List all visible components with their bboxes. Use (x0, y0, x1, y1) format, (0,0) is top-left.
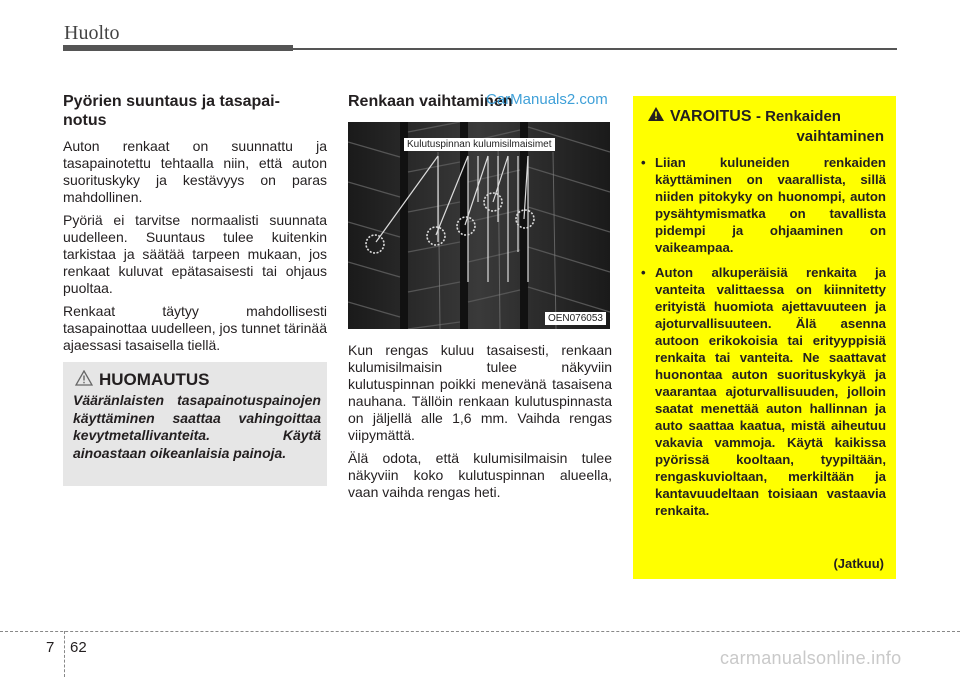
watermark-text: CarManuals2.com (486, 91, 608, 108)
notice-header (75, 370, 210, 390)
alignment-paragraph-1: Auton renkaat on suunnattu ja tasapainotettu tehtaalla niin, että auton suorituskyky ja kestävyys on paras mahdollinen. (63, 138, 327, 205)
list-item: • Liian kuluneiden renkaiden käyttäminen on vaarallista, sillä niiden pitokyky on huonompi, auton pysähtymismatka on tavallista pidempi ja ohjaaminen on vaikeampaa. (641, 155, 886, 255)
warning-list (641, 154, 886, 527)
tire-change-paragraph-2: Älä odota, että kulumisilmaisin tulee näkyviin koko kulutuspinnan alueella, vaan vaihda rengas heti. (348, 450, 612, 500)
alignment-heading: Pyörien suuntaus ja tasapai- notus (63, 93, 280, 129)
list-item: • Auton alkuperäisiä renkaita ja vanteita valittaessa on kiinnitetty erityistä huomiota ajettavuuteen ja ajoturvallisuuteen. Älä asenna autoon erikokoisia tai erityyppisiä renkaita tai vanteita. Ne saattavat huonontaa auton suorituskykyä ja vaarantaa ajoturvallisuuden, jolloin saatat menettää auton hallinnan ja auto saattaa kaatua, mistä aiheutuu vakavia vammoja. Käytä kaikissa pyörissä kooltaan, tyypiltään, rengaskuvioltaan, merkiltään ja kantavuudeltaan toisiaan vastaavia renkaita. (641, 265, 886, 518)
caution-triangle-icon (75, 370, 93, 386)
continues-label: (Jatkuu) (833, 556, 884, 571)
warning-header (647, 106, 887, 127)
notice-title: HUOMAUTUS (99, 370, 210, 389)
footer-site-watermark: carmanualsonline.info (720, 648, 902, 668)
header-rule-thin (293, 48, 897, 50)
alignment-paragraph-2: Pyöriä ei tarvitse normaalisti suunnata uudelleen. Suuntaus tulee kuitenkin tarkistaa ja säätää tarpeen mukaan, jos renkaat kuluvat epätasaisesti tai ohjaus puoltaa. (63, 212, 327, 296)
chapter-number: 7 (46, 639, 55, 656)
tire-tread-figure (348, 122, 610, 329)
notice-text: Vääränlaisten tasapainotuspainojen käyttäminen saattaa vahingoittaa kevytmetallivanteita. Käytä ainoastaan oikeanlaisia painoja. (73, 392, 321, 461)
tire-change-heading: Renkaan vaihtaminen (348, 93, 513, 110)
left-column (63, 92, 327, 360)
warning-subtitle-1: - Renkaiden (755, 108, 841, 125)
page-header-title: Huolto (64, 22, 120, 44)
warning-subtitle-2: vaihtaminen (796, 128, 884, 145)
figure-callout-label: Kulutuspinnan kulumisilmaisimet (404, 138, 555, 151)
alignment-paragraph-3: Renkaat täytyy mahdollisesti tasapainottaa uudelleen, jos tunnet tärinää ajaessasi tasaisella tiellä. (63, 303, 327, 353)
warning-box (633, 96, 896, 579)
warning-title: VAROITUS (670, 108, 752, 125)
footer-vertical-divider (64, 631, 65, 677)
tire-tread-illustration (348, 122, 610, 329)
figure-code: OEN076053 (545, 312, 606, 325)
warning-triangle-icon (647, 106, 665, 122)
notice-box (63, 362, 327, 486)
tire-change-paragraph-1: Kun rengas kuluu tasaisesti, renkaan kulumisilmaisin tulee näkyviin kulutuspinnan poikki menevänä tasaisena nauhana. Tällöin renkaan kulutuspinnasta on jäljellä alle 1,6 mm. Vaihda rengas viipymättä. (348, 342, 612, 443)
middle-text (348, 342, 612, 507)
header-rule-thick (63, 45, 293, 51)
page-number: 62 (70, 639, 87, 656)
footer-divider (0, 631, 960, 632)
